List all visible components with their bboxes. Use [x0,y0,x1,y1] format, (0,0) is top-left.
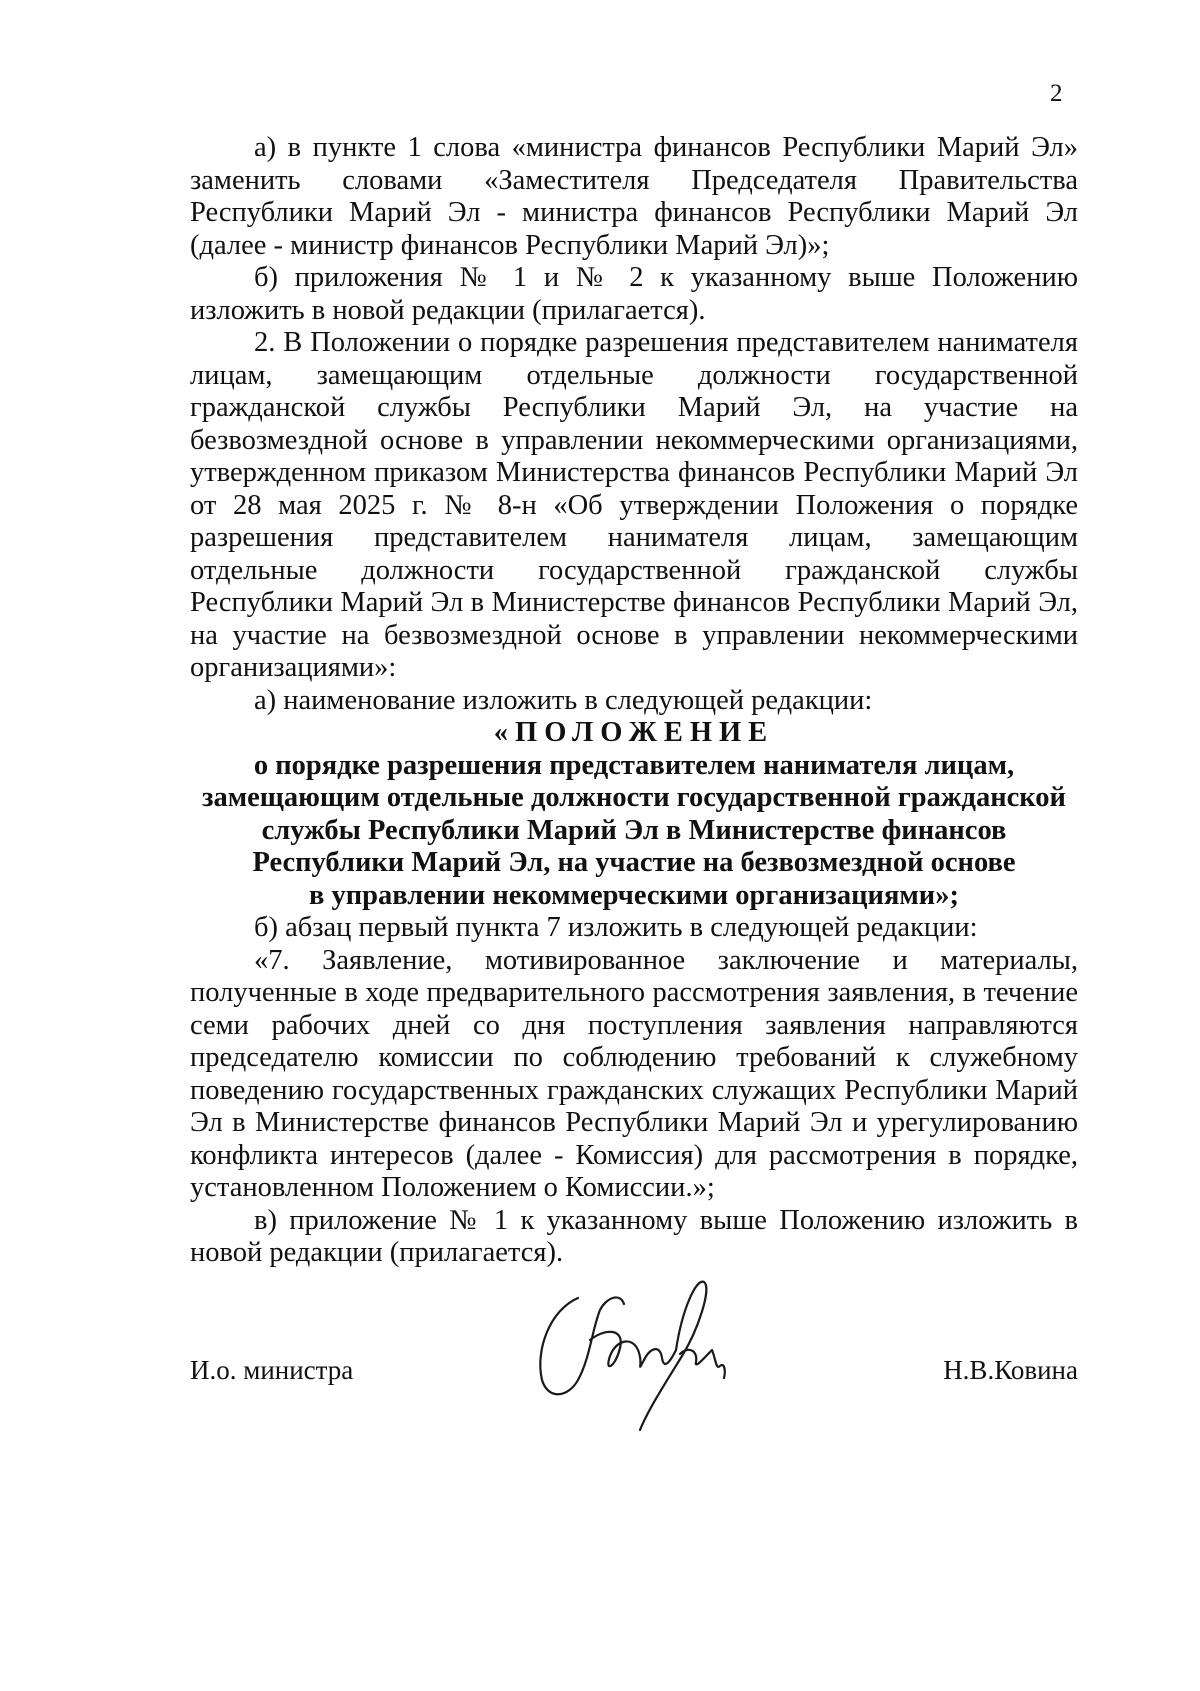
title-line: замещающим отдельные должности государственной гражданской [202,782,1066,813]
title-line: службы Республики Марий Эл в Министерстве финансов [261,814,1007,846]
page-number: 2 [1050,80,1063,107]
signature-block [190,1345,1078,1385]
document-body [190,132,1078,1270]
title-line: о порядке разрешения представителем нанимателя лицам, [253,749,1015,781]
paragraph-2a: а) наименование изложить в следующей редакции: [254,684,873,716]
paragraph-1b: б) приложения № 1 и № 2 к указанному выше Положению изложить в новой редакции (прилагается). [190,262,1078,326]
title-line: в управлении некоммерческими организациями [309,879,936,911]
signatory-position: И.о. министра [190,1355,354,1385]
signatory-name: Н.В.Ковина [943,1355,1078,1385]
paragraph-2b: б) абзац первый пункта 7 изложить в следующей редакции: [254,912,978,943]
paragraph-2c: в) приложение № 1 к указанному выше Положению изложить в новой редакции (прилагается). [190,1204,1078,1268]
paragraph-2: 2. В Положении о порядке разрешения представителем нанимателя лицам, замещающим отдельные должности государственной гражданской службы Республики Марий Эл, на участие на безвозмездной основе в управлении некоммерческими организациями, утвержденном приказом Министерства финансов Республики Марий Эл от 28 мая 2025 г. № 8-н «Об утверждении Положения о порядке разрешения представителем нанимателя лицам, замещающим отдельные должности государственной гражданской службы Республики Марий Эл в Министерстве финансов Республики Марий Эл, на участие на безвозмездной основе в управлении некоммерческими организациями»: [190,327,1078,683]
title-line: Республики Марий Эл, на участие на безвозмездной основе [252,847,1016,878]
regulation-title [190,717,1078,912]
title-heading: «ПОЛОЖЕНИЕ [493,717,775,748]
paragraph-2b-text: «7. Заявление, мотивированное заключение и материалы, полученные в ходе предварительного рассмотрения заявления, в течение семи рабочих дней со дня поступления заявления направляются председателю комиссии по соблюдению требований к служебному поведению государственных гражданских служащих Республики Марий Эл в Министерстве финансов Республики Марий Эл и урегулированию конфликта интересов (далее - Комиссия) для рассмотрения в порядке, установленном Положением о Комиссии.»; [190,944,1078,1203]
paragraph-1a: а) в пункте 1 слова «министра финансов Республики Марий Эл» заменить словами «Заместителя Председателя Правительства Республики Марий Эл - министра финансов Республики Марий Эл (далее - министр финансов Республики Марий Эл)»; [190,132,1078,261]
title-closing: »; [935,879,959,911]
title-last-line [190,880,1078,913]
